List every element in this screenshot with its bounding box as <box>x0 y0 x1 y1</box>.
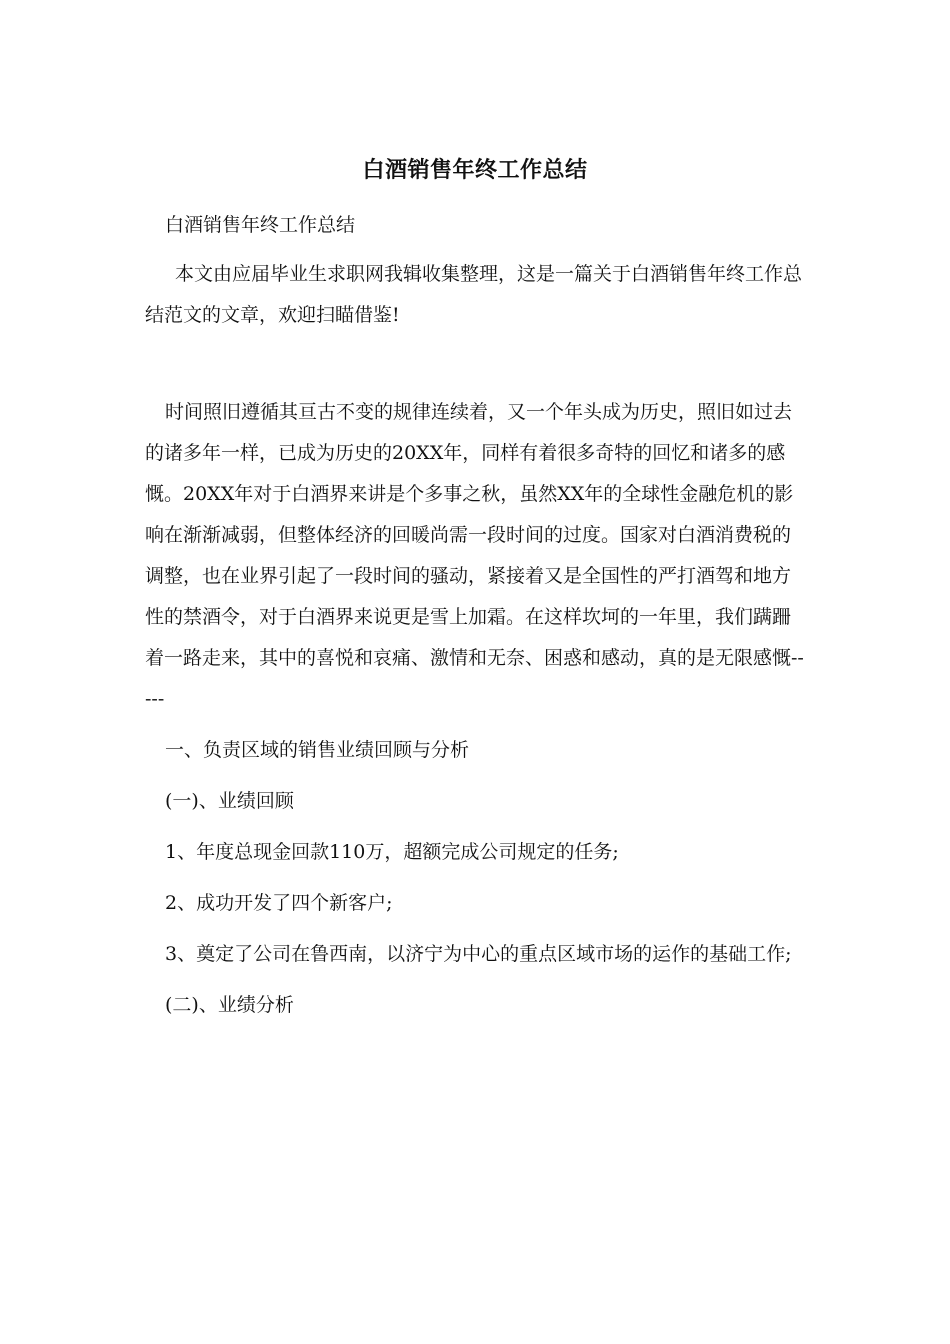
page-title: 白酒销售年终工作总结 <box>362 157 588 183</box>
subsection-heading: (一)、业绩回顾 <box>165 790 294 812</box>
list-item: 1、年度总现金回款110万，超额完成公司规定的任务; <box>165 841 619 863</box>
list-item: 3、奠定了公司在鲁西南，以济宁为中心的重点区域市场的运作的基础工作; <box>165 943 792 965</box>
document-body <box>145 205 807 1026</box>
list-item: 2、成功开发了四个新客户; <box>165 892 393 914</box>
subtitle-paragraph: 白酒销售年终工作总结 <box>165 214 356 236</box>
body-paragraph: 时间照旧遵循其亘古不变的规律连续着，又一个年头成为历史，照旧如过去的诸多年一样，已成为历史的20XX年，同样有着很多奇特的回忆和诸多的感慨。20XX年对于白酒界来讲是个多事之秋，虽然XX年的全球性金融危机的影响在渐渐减弱，但整体经济的回暖尚需一段时间的过度。国家对白酒消费税的调整，也在业界引起了一段时间的骚动，紧接着又是全国性的严打酒驾和地方性的禁酒令，对于白酒界来说更是雪上加霜。在这样坎坷的一年里，我们蹒跚着一路走来，其中的喜悦和哀痛、激情和无奈、困惑和感动，真的是无限感慨----- <box>145 401 804 710</box>
intro-paragraph: 本文由应届毕业生求职网我辑收集整理，这是一篇关于白酒销售年终工作总结范文的文章，欢迎扫瞄借鉴! <box>145 263 803 326</box>
section-heading: 一、负责区域的销售业绩回顾与分析 <box>165 739 470 761</box>
subsection-heading: (二)、业绩分析 <box>165 994 294 1016</box>
